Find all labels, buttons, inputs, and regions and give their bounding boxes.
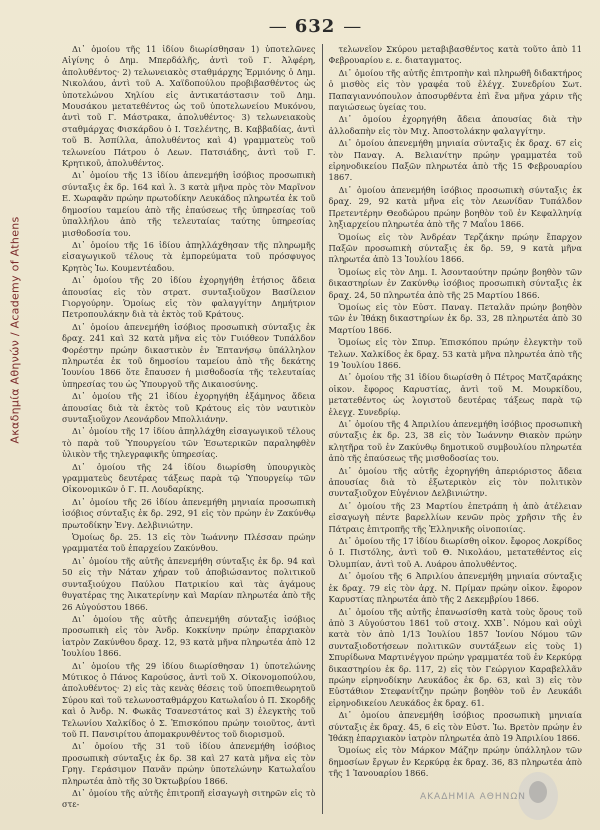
right-column-paragraph: Δι᾽ ὁμοίου τῆς αὐτῆς ἐπιτροπὴν καὶ πληρωθῆ διδακτήρος ὁ μισθὸς εἰς τὸν γραφέα τοῦ ἐλέγχ. Συνεδρίου Σωτ. Παπαγιαννόπουλον ἀποσυρθέντα ἐπὶ ἕνα μῆνα χάριν τῆς παγιώσεως ὑγείας του. <box>328 67 582 113</box>
left-column-paragraph: Δι᾽ ὁμοίου τῆς 21 ἰδίου ἐχορηγήθη ἑξάμηνος ἄδεια ἀπουσίας διὰ τὰ ἐκτὸς τοῦ Κράτους εἰς τὸν ναυτικὸν συνταξιοῦχον Λεονάρδον Μπολλιάνην. <box>62 391 316 424</box>
header-dash-right: — <box>343 15 362 37</box>
left-column-paragraph: Δι᾽ ὁμοίου τῆς 31 τοῦ ἰδίου ἀπενεμήθη ἰσόβιος προσωπικὴ σύνταξις ἐκ δρ. 38 καὶ 27 κατὰ μῆνα εἰς τὸν Γρηγ. Γεράσιμον Πανᾶν πρώην ὑποτελώνην Κατωλαΐου πληρωτέα ἀπὸ τῆς 30 Ὀκτωβρίου 1866. <box>62 741 316 786</box>
left-column-paragraph: Δι᾽ ὁμοίου τῆς 20 ἰδίου ἐχορηγήθη ἐτήσιος ἄδεια ἀπουσίας εἰς τὸν στρατ. συνταξιοῦχον Βασίλειον Γιοργούρην. Ὁμοίως εἰς τὸν φαλαγγίτην Δημήτριον Πετροπουλάκην διὰ τὰ ἐκτὸς τοῦ Κράτους. <box>62 275 316 320</box>
left-column-paragraph: Δι᾽ ὁμοίου τῆς 13 ἰδίου ἀπενεμήθη ἰσόβιος προσωπικὴ σύνταξις ἐκ δρ. 164 καὶ λ. 3 κατὰ μῆνα πρὸς τὸν Μαρῖνον Ε. Χωραφᾶν πρώην πρωτοδίκην Λευκάδος πληρωτέα ἐκ τοῦ δημοσίου ταμείου ἀπὸ τῆς ἐπαύσεως τῆς ὑπηρεσίας τοῦ ὑπαλλήλου ἀπὸ τῆς τελευταίας ταύτης ὑπηρεσίας μισθοδοσία του. <box>62 170 316 238</box>
right-column-paragraph: Δι᾽ ὁμοίου τῆς αὐτῆς ἐπανωσίσθη κατὰ τοὺς ὅρους τοῦ ἀπὸ 3 Αὐγούστου 1861 τοῦ στοιχ. ΧΧΒ᾽. Νόμου καὶ οὐχὶ κατὰ τὸν ἀπὸ 1/13 Ἰουλίου 1857 Ἰονίου Νόμου τῶν συνταξιοδοτήσεων πολιτικῶν συντάξεων εἰς τοὺς 1) Σπυρίδωνα Μαρτινέγγον πρώην γραμματέα τοῦ ἐν Κερκύρᾳ δικαστηρίου ἐκ δρ. 117, 2) εἰς τὸν Γεώργιον Καραβελλᾶν πρώην εἰρηνοδίκην Λευκάδος ἐκ δρ. 63, καὶ 3) εἰς τὸν Εὐστάθιον Στεφανίτζην πρώην βοηθὸν τοῦ ἐν Λευκάδι εἰρηνοδικείου Λευκάδος ἐκ δραχ. 61. <box>328 606 582 708</box>
right-column-paragraph: Δι᾽ ὁμοίου τῆς 17 ἰδίου διωρίσθη οἰκον. ἔφορος Λοκρίδος ὁ Ι. Πιστόλης, ἀντὶ τοῦ Θ. Νικολάου, μετατεθέντος εἰς Ὀλυμπίαν, ἀντὶ τοῦ Α. Λυάρου ἀπολυθέντος. <box>328 536 582 569</box>
left-column-paragraph: Δι᾽ ὁμοίου ἀπενεμήθη ἰσόβιος προσωπικὴ σύνταξις ἐκ δραχ. 241 καὶ 32 κατὰ μῆνα εἰς τὸν Γυιόθεον Τυπάλδον Φορέστην πρώην δικαστικὸν ἐν Ἐπτανήσῳ ὑπάλληλον πληρωτέα ἐκ τοῦ δημοσίου ταμείου ἀπὸ τῆς δεκάτης Ἰουνίου 1866 ὅτε ἔπαυσεν ἡ μισθοδοσία τῆς τελευταίας ὑπηρεσίας του ὡς Ὑπουργοῦ τῆς Δικαιοσύνης. <box>62 321 316 389</box>
right-column-paragraph: Δι᾽ ὁμοίου τῆς 4 Ἀπριλίου ἀπενεμήθη ἰσόβιος προσωπικὴ σύνταξις ἐκ δρ. 23, 38 εἰς τὸν Ἰωάννην Θιακὸν πρώην κλητῆρα τοῦ ἐν Ζακύνθῳ δημοτικοῦ συμβουλίου πληρωτέα ἀπὸ τῆς ἐπαύσεως τῆς μισθοδοσίας του. <box>328 419 582 464</box>
left-column-paragraph: Δι᾽ ὁμοίου τῆς 16 ἰδίου ἀπηλλάχθησαν τῆς πληρωμῆς εἰσαγωγικοῦ τέλους τὰ ἐμπορεύματα τοῦ πρόσφυγος Κρητὸς Ἰω. Κουμεντέαδου. <box>62 239 316 273</box>
right-column <box>323 44 583 814</box>
header-dash-left: — <box>268 15 287 37</box>
page-header <box>60 12 570 40</box>
left-column-paragraph: Δι᾽ ὁμοίου τῆς αὐτῆς ἀπενεμήθη σύνταξις ἐκ δρ. 94 καὶ 50 εἰς τὴν Νάταν χήραν τοῦ ἀποβιώσαντος πολιτικοῦ συνταξιούχου Παύλου Πατρικίου καὶ τὰς ἀγάμους θυγατέρας της Ἀικατερίνην καὶ Μαρίαν πληρωτέα ἀπὸ τῆς 26 Αὐγούστου 1866. <box>62 555 316 612</box>
left-column-paragraph: Δι᾽ ὁμοίου τῆς 24 ἰδίου διωρίσθη ὑπουργικὸς γραμματεὺς δευτέρας τάξεως παρὰ τῷ Ὑπουργείῳ τῶν Οἰκονομικῶν ὁ Γ. Π. Λουδαρίκης. <box>62 461 316 495</box>
right-column-paragraph: Δι᾽ ὁμοίου τῆς 23 Μαρτίου ἐπετράπη ἡ ἀπὸ ἀτέλειαν εἰσαγωγὴ πέντε βαρελλίων κενῶν πρὸς χρῆσιν τῆς ἐν Πάτραις ἐπιτροπῆς τῆς Ἑλληνικῆς οἰνοποιίας. <box>328 500 582 534</box>
right-column-paragraph: Δι᾽ ὁμοίου τῆς 6 Ἀπριλίου ἀπενεμήθη μηνιαία σύνταξις ἐκ δραχ. 79 εἰς τὸν ἀρχ. Ν. Πρίμαν πρώην οἰκον. ἔφορον Καρυστίας πληρωτέα ἀπὸ τῆς 2 Δεκεμβρίου 1866. <box>328 571 582 605</box>
archive-watermark-text: Ακαδημία Αθηνών / Academy of Athens <box>8 216 22 444</box>
archive-watermark <box>4 130 26 530</box>
left-column-paragraph: Δι᾽ ὁμοίου τῆς 17 ἰδίου ἀπηλλάχθη εἰσαγωγικοῦ τέλους τὸ παρὰ τοῦ Ὑπουργείου τῶν Ἐσωτερικῶν παραληφθὲν ὑλικὸν τῆς τηλεγραφικῆς ὑπηρεσίας. <box>62 426 316 460</box>
right-column-paragraph: Δι᾽ ὁμοίου τῆς 31 ἰδίου διωρίσθη ὁ Πέτρος Ματζαράκης οἰκον. ἔφορος Καρυστίας, ἀντὶ τοῦ Μ. Μουρκίδου, μετατεθέντος ὡς λογιστοῦ δευτέρας τάξεως παρὰ τῷ ἐλεγχ. Συνεδρίῳ. <box>328 372 582 417</box>
text-columns <box>62 44 582 814</box>
academy-seal-text: ΑΚΑΔΗΜΙΑ ΑΘΗΝΩΝ <box>420 792 526 802</box>
page-number: 632 <box>294 15 336 37</box>
left-column-paragraph: Ὁμοίως δρ. 25. 13 εἰς τὸν Ἰωάννην Πλέσσαν πρώην γραμματέα τοῦ ἐπαρχείου Ζακύνθου. <box>62 532 316 554</box>
right-column-paragraph: Ὁμοίως εἰς τὸν Μάρκον Μάζην πρώην ὑπάλληλον τῶν δημοσίων ἔργων ἐν Κερκύρᾳ ἐκ δραχ. 36, 83 πληρωτέα ἀπὸ τῆς 1 Ἰανουαρίου 1866. <box>328 745 582 779</box>
right-column-paragraph: Ὁμοίως εἰς τὸν Εὐστ. Παναγ. Πεταλᾶν πρώην βοηθὸν τῶν ἐν Ἰθάκῃ δικαστηρίων ἐκ δρ. 33, 28 πληρωτέα ἀπὸ 30 Μαρτίου 1866. <box>328 301 582 335</box>
left-column-paragraph: Δι᾽ ὁμοίου τῆς 29 ἰδίου διωρίσθησαν 1) ὑποτελώνης Μύτικος ὁ Πάνος Καρούσος, ἀντὶ τοῦ Χ. Οἰκονομοπούλου, ἀπολυθέντος· 2) εἰς τὰς κενὰς θέσεις τοῦ ὑποεπιθεωρητοῦ Σύρου καὶ τοῦ τελωνοσταθμάρχου Κατωλαΐου ὁ Π. Σκορδῆς καὶ ὁ Ἀνδρ. Ν. Φωκᾶς Τσανεστάτος καὶ 3) ἐλεγκτὴς τοῦ Τελωνίου Χαλκίδος ὁ Σ. Ἐπισκόπου πρώην τοιοῦτος, ἀντὶ τοῦ Π. Πανσιρίτου ἀπομακρυνθέντος τοῦ διορισμοῦ. <box>62 660 316 739</box>
left-column <box>62 44 322 814</box>
right-column-paragraph: Ὁμοίως εἰς τὸν Ἀνδρέαν Τερζάκην πρώην ἔπαρχον Παξῶν προσωπικὴ σύνταξις ἐκ δρ. 59, 9 κατὰ μῆνα πληρωτέα ἀπὸ 13 Ἰουλίου 1866. <box>328 231 582 265</box>
left-column-paragraph: Δι᾽ ὁμοίου τῆς αὐτῆς ἐπιτροπῆ εἰσαγωγὴ σιτηρῶν εἰς τὸ στε- <box>62 788 316 810</box>
right-column-paragraph: Δι᾽ ὁμοίου ἐχορηγήθη ἄδεια ἀπουσίας διὰ τὴν ἀλλοδαπὴν εἰς τὸν Μιχ. Ἀποστολάκην φαλαγγίτην. <box>328 114 582 136</box>
right-column-paragraph: Δι᾽ ὁμοίου ἀπενεμήθη ἰσόβιος προσωπικὴ σύνταξις ἐκ δραχ. 29, 92 κατὰ μῆνα εἰς τὸν Λεωνίδαν Τυπάλδον Πρετεντέρην Θεοδώρου πρώην βοηθὸν τοῦ ἐν Κεφαλληνίᾳ ληξιαρχείου πληρωτέα ἀπὸ τῆς 7 Μαΐου 1866. <box>328 184 582 230</box>
right-column-paragraph: Δι᾽ ὁμοίου ἀπενεμήθη ἰσόβιος προσωπικὴ μηνιαία σύνταξις ἐκ δραχ. 45, 6 εἰς τὸν Εὐστ. Ἰω. Βρετὸν πρώην ἐν Ἰθάκῃ ἐπαρχιακὸν ἰατρὸν πληρωτέα ἀπὸ 19 Ἀπριλίου 1866. <box>328 710 582 743</box>
right-column-paragraph: τελωνεῖον Σκύρου μεταβιβασθέντος κατὰ τοῦτο ἀπὸ 11 Φεβρουαρίου ε. ε. διαταγματος. <box>328 44 582 66</box>
left-column-paragraph: Δι᾽ ὁμοίου τῆς 26 ἰδίου ἀπενεμήθη μηνιαία προσωπικὴ ἰσόβιος σύνταξις ἐκ δρ. 292, 91 εἰς τὸν πρώην ἐν Ζακύνθῳ πρωτοδίκην Ἐνγ. Δελβινιώτην. <box>62 496 316 530</box>
right-column-paragraph: Δι᾽ ὁμοίου τῆς αὐτῆς ἐχορηγήθη ἀπεριόριστος ἄδεια ἀπουσίας διὰ τὸ ἐξωτερικὸν εἰς τὸν πολιτικὸν συνταξιοῦχον Εὐγένιον Δελβινιώτην. <box>328 465 582 499</box>
right-column-paragraph: Δι᾽ ὁμοίου ἀπενεμήθη μηνιαία σύνταξις ἐκ δραχ. 67 εἰς τὸν Παναγ. Α. Βελιανίτην πρώην γραμματέα τοῦ εἰρηνοδικείου Παξῶν πληρωτέα ἀπὸ τῆς 15 Φεβρουαρίου 1867. <box>328 138 582 183</box>
academy-seal <box>420 770 570 822</box>
left-column-paragraph: Δι᾽ ὁμοίου τῆς 11 ἰδίου διωρίσθησαν 1) ὑποτελῶνες Αἰγίνης ὁ Δημ. Μπερδάλῆς, ἀντὶ τοῦ Γ. Ἀλφέρη, ἀπολυθέντος· 2) τελωνειακὸς σταθμάρχης Ἑρμιόνης ὁ Δημ. Νικολάου, ἀντὶ τοῦ Α. Χαϊδοπούλου προβιβασθέντος ὡς ὑποτελώνου Χηλίου εἰς ἀντικατάστασιν τοῦ Δημ. Μουσάκου μετατεθέντος ὡς τοῦ ὑποτελωνείου Μυκόνου, ἀντὶ τοῦ Γ. Μάστρακα, ἀπολυθέντος· 3) τελωνειακοὺς σταθμάρχας Φισκάρδου ὁ Ι. Τσελέντης, Β. Καββαδίας, ἀντὶ τοῦ Β. Ἀσπίλλα, ἀπολυθέντος καὶ 4) γραμματεὺς τοῦ τελωνείου Πάτρου ὁ Λεων. Πατσιάδης, ἀντὶ τοῦ Γ. Κρητικοῦ, ἀπολυθέντος. <box>62 44 316 169</box>
left-column-paragraph: Δι᾽ ὁμοίου τῆς αὐτῆς ἀπενεμήθη σύνταξις ἰσόβιος προσωπικὴ εἰς τὸν Ἀνδρ. Κοκκίνην πρώην ἐπαρχιακὸν ἰατρὸν Ζακύνθου δραχ. 12, 93 κατὰ μῆνα πληρωτέα ἀπὸ 12 Ἰουλίου 1866. <box>62 613 316 659</box>
right-column-paragraph: Ὁμοίως εἰς τὸν Σπυρ. Ἐπισκόπου πρώην ἐλεγκτὴν τοῦ Τελων. Χαλκίδος ἐκ δραχ. 53 κατὰ μῆνα πληρωτέα ἀπὸ τῆς 19 Ἰουλίου 1866. <box>328 337 582 370</box>
right-column-paragraph: Ὁμοίως εἰς τὸν Δημ. Ι. Ἀσονταούτην πρώην βοηθὸν τῶν δικαστηρίων ἐν Ζακύνθῳ ἰσόβιος προσωπικὴ σύνταξις ἐκ δραχ. 24, 50 πληρωτέα ἀπὸ τῆς 25 Μαρτίου 1866. <box>328 266 582 300</box>
